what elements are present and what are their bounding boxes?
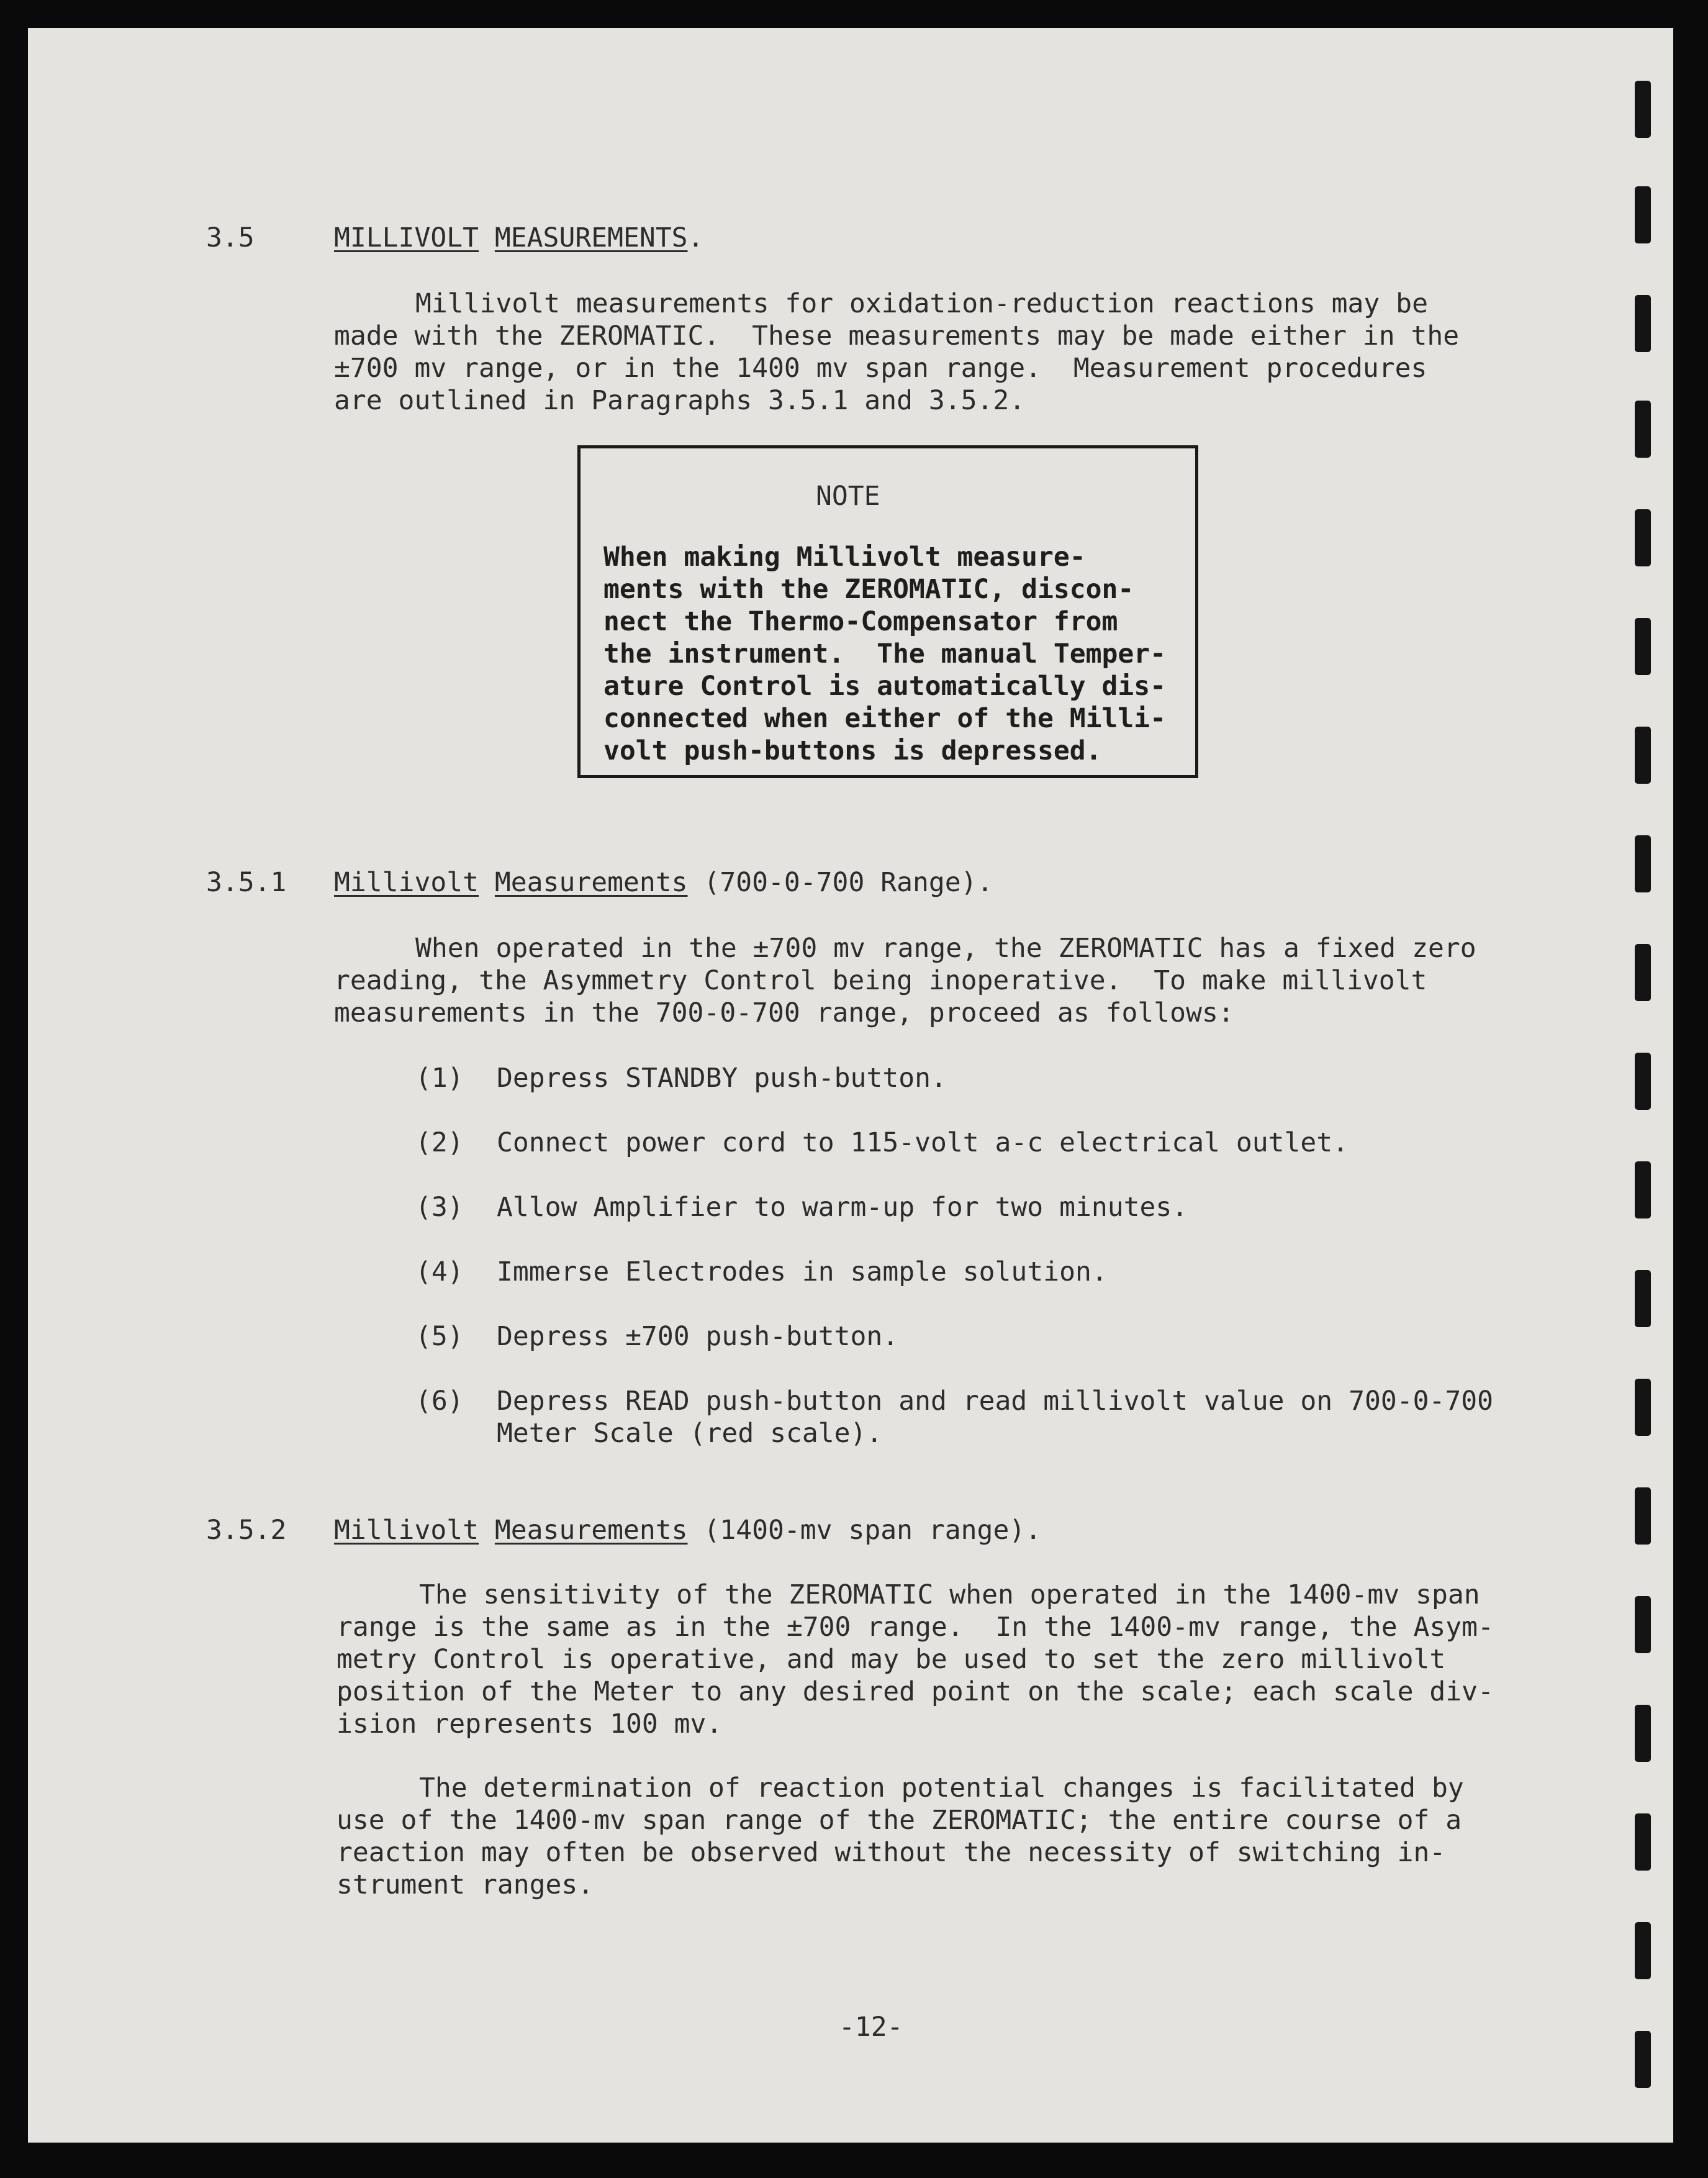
note-line: connected when either of the Milli-	[603, 703, 1167, 734]
binding-hole-mark	[1635, 295, 1651, 352]
section-3-5-2-title-word1: Millivolt	[334, 1515, 479, 1546]
step-text: Depress READ push-button and read millivolt value on 700-0-700	[497, 1386, 1494, 1417]
section-3-5-2-title	[334, 1514, 1041, 1546]
binding-hole-mark	[1635, 1487, 1651, 1545]
binding-hole-mark	[1635, 1922, 1651, 1979]
section-3-5-2-paragraph-line: metry Control is operative, and may be used to set the zero millivolt	[337, 1644, 1446, 1675]
section-3-5-paragraph-line: ±700 mv range, or in the 1400 mv span range. Measurement procedures	[334, 353, 1427, 384]
step-text: Depress ±700 push-button.	[497, 1321, 899, 1352]
binding-hole-mark	[1635, 509, 1651, 566]
step-number: (1)	[415, 1063, 464, 1094]
section-3-5-title-end: .	[687, 222, 704, 253]
step-number: (3)	[415, 1192, 464, 1223]
step-text: Connect power cord to 115-volt a-c electrical outlet.	[497, 1127, 1349, 1158]
section-3-5-2-paragraph2-line: The determination of reaction potential changes is facilitated by	[419, 1772, 1464, 1804]
step-text: Immerse Electrodes in sample solution.	[497, 1256, 1108, 1287]
note-heading: NOTE	[816, 481, 880, 512]
section-3-5-2-title-rest: (1400-mv span range).	[703, 1515, 1042, 1546]
binding-hole-mark	[1635, 1596, 1651, 1653]
step-number: (4)	[415, 1256, 464, 1287]
binding-hole-mark	[1635, 186, 1651, 243]
section-3-5-2-paragraph2-line: strument ranges.	[337, 1869, 594, 1900]
step-text: Depress STANDBY push-button.	[497, 1063, 947, 1094]
step-text: Meter Scale (red scale).	[497, 1418, 883, 1449]
section-3-5-1-number: 3.5.1	[206, 867, 287, 898]
note-line: the instrument. The manual Temper-	[603, 638, 1167, 669]
note-line: nect the Thermo-Compensator from	[603, 606, 1118, 637]
binding-hole-mark	[1635, 401, 1651, 458]
page-number: -12-	[839, 2012, 903, 2043]
section-3-5-2-paragraph2-line: reaction may often be observed without the necessity of switching in-	[337, 1837, 1446, 1868]
section-3-5-title	[334, 222, 703, 254]
binding-hole-mark	[1635, 618, 1651, 675]
section-3-5-paragraph-line: are outlined in Paragraphs 3.5.1 and 3.5.2.	[334, 385, 1026, 416]
binding-hole-mark	[1635, 2031, 1651, 2088]
section-3-5-2-paragraph-line: position of the Meter to any desired point on the scale; each scale div-	[337, 1676, 1494, 1707]
section-3-5-1-title-rest: (700-0-700 Range).	[703, 867, 993, 898]
section-3-5-title-word1: MILLIVOLT	[334, 222, 479, 253]
binding-hole-mark	[1635, 1053, 1651, 1110]
note-line: When making Millivolt measure-	[603, 542, 1086, 573]
step-number: (2)	[415, 1127, 464, 1158]
binding-hole-mark	[1635, 1705, 1651, 1762]
section-3-5-1-title-word1: Millivolt	[334, 867, 479, 898]
step-number: (6)	[415, 1386, 464, 1417]
binding-hole-mark	[1635, 1270, 1651, 1327]
section-3-5-2-paragraph-line: ision represents 100 mv.	[337, 1708, 723, 1740]
note-line: ments with the ZEROMATIC, discon-	[603, 574, 1134, 605]
section-3-5-1-paragraph-line: reading, the Asymmetry Control being inoperative. To make millivolt	[334, 965, 1427, 996]
binding-hole-mark	[1635, 727, 1651, 784]
section-3-5-1-paragraph-line: measurements in the 700-0-700 range, proceed as follows:	[334, 997, 1234, 1028]
section-3-5-paragraph-line: made with the ZEROMATIC. These measurements may be made either in the	[334, 320, 1460, 352]
binding-hole-mark	[1635, 1379, 1651, 1436]
note-line: volt push-buttons is depressed.	[603, 735, 1102, 766]
section-3-5-paragraph-line: Millivolt measurements for oxidation-reduction reactions may be	[415, 288, 1428, 319]
section-3-5-1-title	[334, 866, 993, 899]
binding-hole-mark	[1635, 944, 1651, 1001]
section-3-5-2-paragraph-line: The sensitivity of the ZEROMATIC when operated in the 1400-mv span	[419, 1579, 1480, 1610]
section-3-5-1-paragraph-line: When operated in the ±700 mv range, the ZEROMATIC has a fixed zero	[415, 933, 1476, 964]
section-3-5-2-paragraph-line: range is the same as in the ±700 range. In the 1400-mv range, the Asym-	[337, 1612, 1494, 1643]
section-3-5-2-paragraph2-line: use of the 1400-mv span range of the ZEROMATIC; the entire course of a	[337, 1805, 1462, 1836]
step-text: Allow Amplifier to warm-up for two minutes.	[497, 1192, 1188, 1223]
section-3-5-number: 3.5	[206, 222, 255, 253]
step-number: (5)	[415, 1321, 464, 1352]
section-3-5-2-title-word2: Measurements	[494, 1515, 688, 1546]
section-3-5-2-number: 3.5.2	[206, 1515, 287, 1546]
section-3-5-title-word2: MEASUREMENTS	[494, 222, 688, 253]
binding-hole-mark	[1635, 835, 1651, 892]
note-line: ature Control is automatically dis-	[603, 671, 1167, 702]
binding-hole-mark	[1635, 81, 1651, 138]
binding-hole-mark	[1635, 1161, 1651, 1218]
binding-hole-mark	[1635, 1813, 1651, 1871]
document-page	[28, 28, 1673, 2143]
section-3-5-1-title-word2: Measurements	[494, 867, 688, 898]
